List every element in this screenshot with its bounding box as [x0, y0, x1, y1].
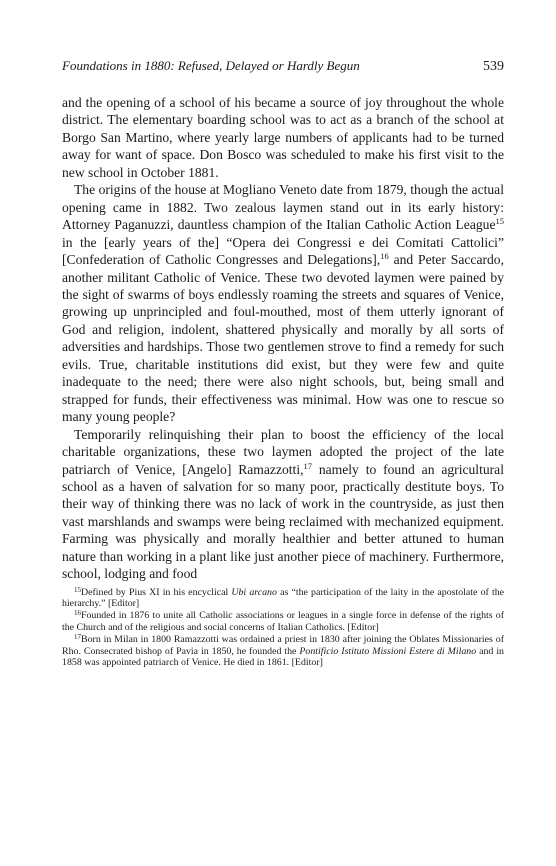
text-run-italic: Pontificio Istituto Missioni Estere di Milano: [299, 645, 477, 657]
footnote-number: 17: [74, 632, 81, 641]
footnote-reference: 16: [380, 251, 389, 262]
text-run: and in 1858 was appointed patriarch of Venice. He died in 1861. [Editor]: [62, 645, 504, 669]
page-number: 539: [483, 59, 504, 74]
footnote-number: 16: [74, 609, 81, 618]
text-run: and Peter Saccardo, another militant Catholic of Venice. These two devoted laymen were pained by the sight of swarms of boys endlessly roaming the streets and squares of Venice, growing up unprincipled and foul-mouthed, most of them utterly ignorant of God and religion, indolent, shattered physically and morally by all sorts of adversities and hardships. Those two gentlemen strove to find a remedy for such evils. True, charitable institutions did exist, but they were few and quite inadequate to the need; there were also night schools, but, being small and strapped for funds, their effectiveness was minimal. How was one to rescue so many young people?: [62, 252, 504, 425]
text-run: Born in Milan in 1800 Ramazzotti was ordained a priest in 1830 after joining the Oblates Missionaries of Rho. Consecrated bishop of Pavia in 1850, he founded the: [62, 633, 504, 657]
running-title-part: fused, Delayed or Hardly Begun: [191, 58, 360, 73]
running-title: [62, 58, 360, 74]
text-run: Defined by Pius XI in his encyclical: [81, 586, 232, 598]
text-run-italic: Ubi arcano: [231, 586, 277, 598]
footnote-17: [62, 634, 504, 669]
text-run: Temporarily relinquishing their plan to boost the efficiency of the local charitable organizations, these two laymen adopted the project of the late patriarch of Venice, [Angelo] Ramazzotti,: [62, 426, 504, 477]
text-run: in the [early years of the] “Opera dei Congressi e dei Comitati Cattolici” [Confederation of Catholic Congresses and Delegations],: [62, 234, 504, 268]
footnote-reference: 17: [303, 460, 312, 471]
paragraph: [62, 181, 504, 425]
book-page: [62, 58, 504, 669]
footnote-15: [62, 587, 504, 611]
paragraph: and the opening of a school of his became a source of joy throughout the whole district. The elementary boarding school was to act as a branch of the school at Borgo San Martino, where yearly large numbers of applicants had to be turned away for want of space. Don Bosco was scheduled to make his first visit to the new school in October 1881.: [62, 95, 504, 180]
text-run: as “the participation of the laity in the apostolate of the hierarchy.” [Editor]: [62, 586, 505, 610]
footnote-16: [62, 610, 504, 634]
running-title-part: Foundations in 1880: Re: [62, 58, 192, 73]
footnote-number: 15: [74, 585, 81, 594]
text-run: namely to found an agricultural school as a haven of salvation for so many poor, practically destitute boys. To their way of thinking there was no lack of work in the countryside, as just then vast marshlands and swamps were being reclaimed with mechanized equipment. Farming was physically and morally healthier and better attuned to human nature than working in a plant like just another piece of machinery. Furthermore, school, lodging and food: [62, 461, 504, 582]
footnotes: [62, 587, 504, 670]
footnote-reference: 15: [495, 216, 504, 227]
text-run: Founded in 1876 to unite all Catholic associations or leagues in a single force in defense of the rights of the Church and of the religious and social concerns of Italian Catholics. [Editor]: [62, 610, 504, 634]
paragraph: [62, 426, 504, 583]
body-text: [62, 94, 504, 583]
running-header: [62, 58, 504, 76]
text-run: The origins of the house at Mogliano Veneto date from 1879, though the actual opening came in 1882. Two zealous laymen stand out in its early history: Attorney Paganuzzi, dauntless champion of the Italian Catholic Action League: [62, 182, 504, 233]
